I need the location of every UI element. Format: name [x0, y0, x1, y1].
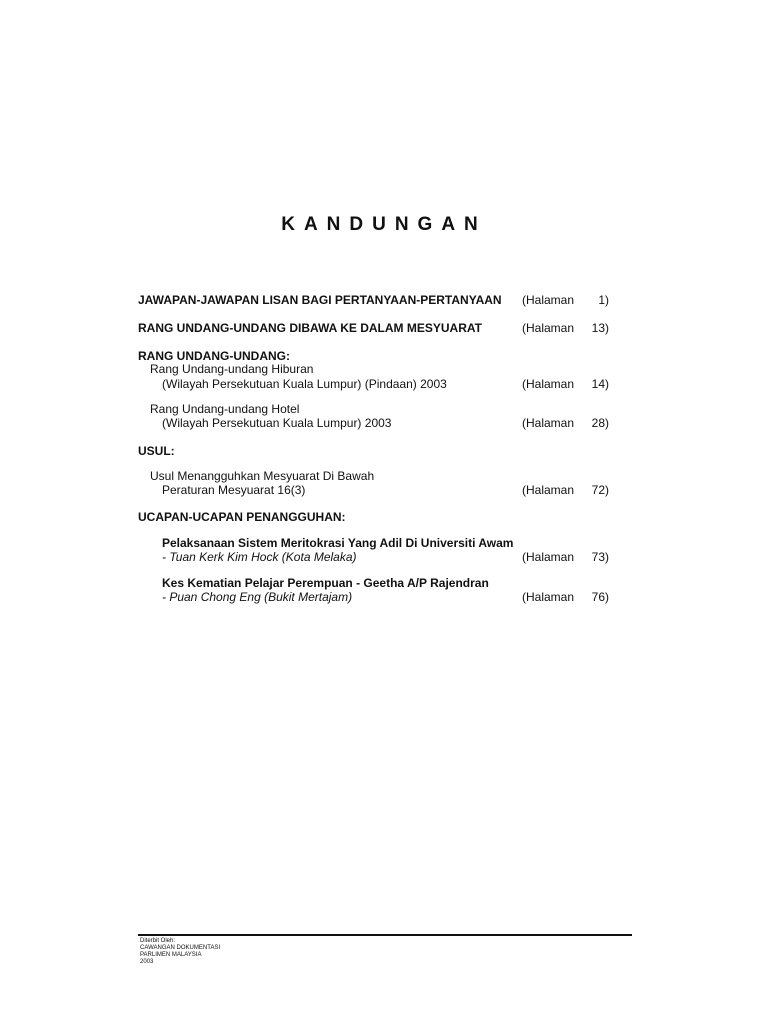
toc-entry-hiburan-line2: (Wilayah Persekutuan Kuala Lumpur) (Pindaan) 2003 [162, 377, 447, 391]
section-heading-rang-undang-undang: RANG UNDANG-UNDANG: [138, 349, 290, 363]
footer-line: CAWANGAN DOKUMENTASI [140, 945, 221, 951]
toc-entry-geetha-title: Kes Kematian Pelajar Perempuan - Geetha A/P Rajendran [162, 576, 489, 590]
toc-entry-hotel-line1: Rang Undang-undang Hotel [150, 402, 300, 416]
toc-entry-rang-dibawa: RANG UNDANG-UNDANG DIBAWA KE DALAM MESYUARAT [138, 321, 482, 335]
toc-entry-usul-line2: Peraturan Mesyuarat 16(3) [162, 483, 306, 497]
toc-entry-usul-line1: Usul Menangguhkan Mesyuarat Di Bawah [150, 469, 375, 483]
section-heading-usul: USUL: [138, 444, 175, 458]
page-number: 14) [591, 377, 609, 391]
toc-entry-meritokrasi-title: Pelaksanaan Sistem Meritokrasi Yang Adil Di Universiti Awam [162, 536, 514, 550]
page-number: 13) [591, 321, 609, 335]
toc-entry-geetha-speaker: - Puan Chong Eng (Bukit Mertajam) [162, 590, 353, 604]
halaman-label: (Halaman [522, 590, 575, 604]
toc-entry-hotel-line2: (Wilayah Persekutuan Kuala Lumpur) 2003 [162, 416, 392, 430]
footer-line: Diterbit Oleh: [140, 938, 176, 944]
halaman-label: (Halaman [522, 550, 575, 564]
page-number: 1) [598, 293, 609, 307]
toc-entry-meritokrasi-speaker: - Tuan Kerk Kim Hock (Kota Melaka) [162, 550, 357, 564]
halaman-label: (Halaman [522, 321, 575, 335]
page-number: 28) [591, 416, 609, 430]
page-title: KANDUNGAN [281, 214, 487, 235]
footer-line: PARLIMEN MALAYSIA [140, 952, 202, 958]
footer-rule [138, 934, 632, 936]
halaman-label: (Halaman [522, 483, 575, 497]
page-number: 76) [591, 590, 609, 604]
halaman-label: (Halaman [522, 377, 575, 391]
footer-line: 2003 [140, 959, 154, 965]
page-number: 73) [591, 550, 609, 564]
toc-entry-jawapan-lisan: JAWAPAN-JAWAPAN LISAN BAGI PERTANYAAN-PERTANYAAN [138, 293, 502, 307]
section-heading-ucapan: UCAPAN-UCAPAN PENANGGUHAN: [138, 510, 346, 524]
page-number: 72) [591, 483, 609, 497]
halaman-label: (Halaman [522, 293, 575, 307]
toc-entry-hiburan-line1: Rang Undang-undang Hiburan [150, 362, 314, 376]
halaman-label: (Halaman [522, 416, 575, 430]
